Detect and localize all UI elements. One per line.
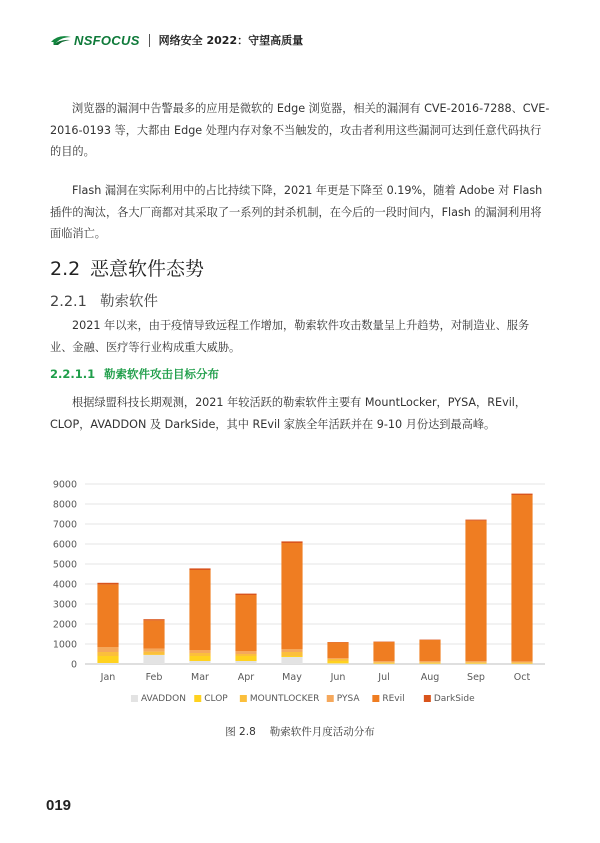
bar-segment-clop bbox=[281, 656, 302, 657]
x-tick-label: Jul bbox=[378, 672, 390, 683]
legend-swatch-darkside bbox=[424, 695, 431, 702]
bar-segment-pysa bbox=[465, 661, 486, 662]
bar-segment-clop bbox=[327, 661, 348, 663]
x-tick-label: Sep bbox=[467, 672, 485, 683]
x-tick-label: Jun bbox=[330, 672, 346, 683]
bar-segment-avaddon bbox=[235, 661, 256, 664]
bar-segment-mountlocker bbox=[327, 659, 348, 661]
legend-label-avaddon: AVADDON bbox=[140, 694, 186, 704]
paragraph-ransomware-families: 根据绿盟科技长期观测，2021 年较活跃的勒索软件主要有 MountLocker，PYSA，REvil，CLOP，AVADDON 及 DarkSide，其中 REvil 家族全年活跃并在 9-10 月份达到最高峰。 bbox=[50, 396, 527, 431]
section-heading bbox=[50, 254, 204, 281]
bar-segment-revil bbox=[235, 595, 256, 651]
bar-segment-pysa bbox=[143, 649, 164, 652]
subsubsection-title: 勒索软件攻击目标分布 bbox=[104, 367, 219, 381]
bar-segment-pysa bbox=[281, 649, 302, 652]
y-tick-label: 1000 bbox=[52, 639, 77, 651]
bar-segment-darkside bbox=[97, 583, 118, 585]
bar-segment-mountlocker bbox=[189, 653, 210, 656]
paragraph-ransomware-intro: 2021 年以来，由于疫情导致远程工作增加，勒索软件攻击数量呈上升趋势，对制造业、服务业、金融、医疗等行业构成重大威胁。 bbox=[50, 319, 530, 354]
legend-label-revil: REvil bbox=[382, 694, 405, 704]
bar-segment-mountlocker bbox=[143, 652, 164, 655]
bar-segment-revil bbox=[465, 521, 486, 662]
legend-swatch-avaddon bbox=[131, 695, 138, 702]
x-tick-label: Oct bbox=[513, 672, 531, 683]
bar-segment-pysa bbox=[97, 647, 118, 652]
ransomware-monthly-chart bbox=[40, 472, 560, 717]
subsection-heading bbox=[50, 290, 158, 311]
bar-segment-revil bbox=[281, 543, 302, 649]
paragraph-edge-vulns: 浏览器的漏洞中告警最多的应用是微软的 Edge 浏览器，相关的漏洞有 CVE-2016-7288、CVE-2016-0193 等，大都由 Edge 处理内存对象不当触发的，攻击者利用这些漏洞可达到任意代码执行的目的。 bbox=[50, 102, 550, 158]
bar-segment-mountlocker bbox=[281, 652, 302, 656]
bar-segment-mountlocker bbox=[97, 652, 118, 656]
bar-segment-darkside bbox=[511, 494, 532, 495]
bar-segment-darkside bbox=[189, 568, 210, 570]
legend-label-darkside: DarkSide bbox=[433, 694, 475, 704]
y-tick-label: 8000 bbox=[52, 499, 77, 511]
bar-segment-revil bbox=[97, 584, 118, 647]
bar-segment-revil bbox=[373, 642, 394, 661]
bar-segment-mountlocker bbox=[235, 654, 256, 656]
bar-segment-pysa bbox=[235, 651, 256, 654]
figure-caption bbox=[0, 724, 600, 739]
bar-segment-darkside bbox=[143, 619, 164, 620]
bar-segment-darkside bbox=[465, 520, 486, 521]
bar-segment-clop bbox=[97, 656, 118, 663]
subsubsection-number: 2.2.1.1 bbox=[50, 367, 96, 381]
legend-swatch-mountlocker bbox=[240, 695, 247, 702]
bar-segment-revil bbox=[327, 642, 348, 658]
y-tick-label: 5000 bbox=[52, 559, 77, 571]
page-number: 019 bbox=[46, 797, 72, 814]
bar-segment-pysa bbox=[511, 661, 532, 662]
x-tick-label: Jan bbox=[100, 672, 116, 683]
x-tick-label: Feb bbox=[145, 672, 163, 683]
legend-label-clop: CLOP bbox=[204, 694, 228, 704]
bar-segment-clop bbox=[465, 663, 486, 664]
section-title: 恶意软件态势 bbox=[90, 258, 205, 280]
bar-segment-mountlocker bbox=[465, 662, 486, 663]
bar-segment-clop bbox=[419, 663, 440, 664]
bar-segment-darkside bbox=[281, 541, 302, 543]
legend-label-mountlocker: MOUNTLOCKER bbox=[249, 694, 320, 704]
bar-segment-avaddon bbox=[97, 663, 118, 664]
bar-segment-pysa bbox=[327, 658, 348, 659]
y-tick-label: 4000 bbox=[52, 579, 77, 591]
bar-segment-revil bbox=[511, 495, 532, 661]
y-tick-label: 0 bbox=[70, 659, 77, 671]
subsubsection-heading bbox=[50, 366, 219, 382]
page-header bbox=[50, 30, 303, 50]
legend-swatch-pysa bbox=[327, 695, 334, 702]
legend-swatch-clop bbox=[194, 695, 201, 702]
x-tick-label: Apr bbox=[237, 672, 255, 683]
bar-segment-pysa bbox=[189, 650, 210, 653]
y-tick-label: 2000 bbox=[52, 619, 77, 631]
subsection-title: 勒索软件 bbox=[100, 294, 158, 310]
bar-segment-revil bbox=[189, 570, 210, 650]
figure-caption-text: 勒索软件月度活动分布 bbox=[269, 726, 375, 738]
x-tick-label: Mar bbox=[191, 672, 209, 683]
bar-segment-avaddon bbox=[189, 661, 210, 664]
section-number: 2.2 bbox=[50, 258, 81, 280]
legend-label-pysa: PYSA bbox=[336, 694, 360, 704]
x-tick-label: May bbox=[282, 672, 302, 683]
bar-segment-clop bbox=[373, 663, 394, 664]
bar-segment-mountlocker bbox=[419, 662, 440, 663]
bar-segment-avaddon bbox=[143, 655, 164, 664]
brand-name: NSFOCUS bbox=[74, 32, 140, 48]
nsfocus-logo-icon bbox=[50, 33, 72, 47]
y-tick-label: 6000 bbox=[52, 539, 77, 551]
paragraph-flash-vulns: Flash 漏洞在实际利用中的占比持续下降，2021 年更是下降至 0.19%，随着 Adobe 对 Flash 插件的淘汰，各大厂商都对其采取了一系列的封杀机制，在今后的一段时间内，Flash 的漏洞利用将面临消亡。 bbox=[50, 184, 543, 240]
y-tick-label: 3000 bbox=[52, 599, 77, 611]
bar-segment-revil bbox=[419, 640, 440, 661]
bar-segment-pysa bbox=[373, 661, 394, 662]
nsfocus-logo bbox=[50, 33, 140, 48]
bar-segment-clop bbox=[235, 656, 256, 661]
bar-segment-clop bbox=[189, 656, 210, 661]
header-title: 网络安全 2022：守望高质量 bbox=[158, 34, 304, 47]
bar-segment-revil bbox=[143, 620, 164, 648]
header-divider bbox=[149, 34, 150, 47]
x-tick-label: Aug bbox=[420, 672, 440, 683]
bar-segment-pysa bbox=[419, 661, 440, 662]
y-tick-label: 7000 bbox=[52, 519, 77, 531]
bar-segment-avaddon bbox=[281, 657, 302, 664]
bar-segment-mountlocker bbox=[373, 662, 394, 663]
bar-segment-avaddon bbox=[327, 663, 348, 664]
y-tick-label: 9000 bbox=[52, 479, 77, 491]
bar-segment-mountlocker bbox=[511, 662, 532, 663]
legend-swatch-revil bbox=[372, 695, 379, 702]
figure-label: 图 2.8 bbox=[225, 726, 256, 738]
bar-segment-darkside bbox=[235, 594, 256, 595]
subsection-number: 2.2.1 bbox=[50, 294, 87, 310]
